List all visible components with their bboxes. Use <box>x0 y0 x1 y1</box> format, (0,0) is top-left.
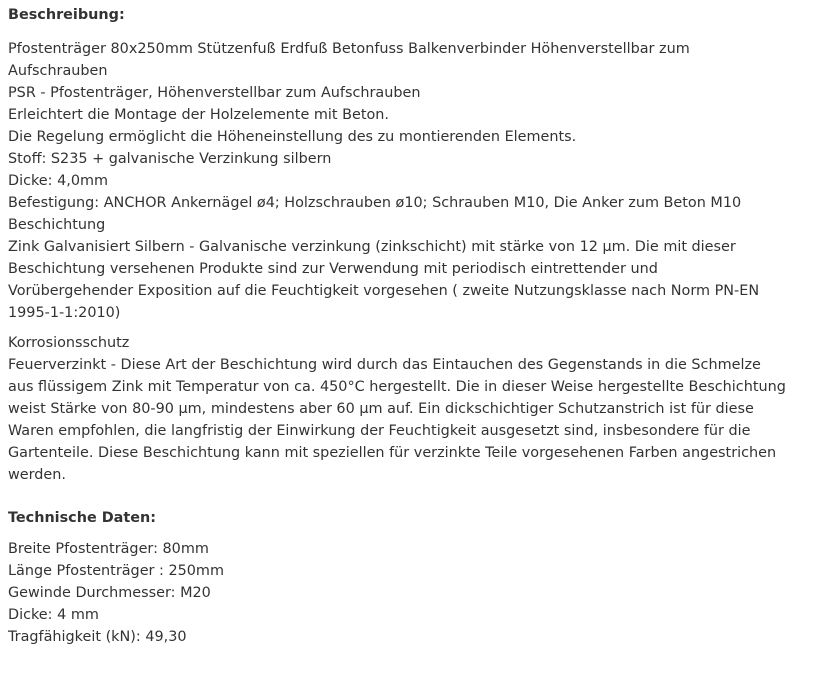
corrosion-line: aus flüssigem Zink mit Temperatur von ca. 450°C hergestellt. Die in dieser Weise hergestellte Beschichtung <box>8 379 786 395</box>
intro-line: Erleichtert die Montage der Holzelemente mit Beton. <box>8 107 389 123</box>
technical-line: Gewinde Durchmesser: M20 <box>8 585 211 601</box>
intro-line: Befestigung: ANCHOR Ankernägel ø4; Holzschrauben ø10; Schrauben M10, Die Anker zum Beton M10 <box>8 195 742 211</box>
intro-line: Stoff: S235 + galvanische Verzinkung silbern <box>8 151 332 167</box>
technical-data-list <box>8 538 812 648</box>
description-intro <box>8 38 812 214</box>
corrosion-line: weist Stärke von 80-90 µm, mindestens aber 60 µm auf. Ein dickschichtiger Schutzanstrich ist für diese <box>8 401 754 417</box>
coating-title: Beschichtung <box>8 217 106 233</box>
corrosion-line: werden. <box>8 467 66 483</box>
technical-line: Länge Pfostenträger : 250mm <box>8 563 224 579</box>
coating-line: Beschichtung versehenen Produkte sind zur Verwendung mit periodisch eintrettender und <box>8 261 658 277</box>
intro-line: Dicke: 4,0mm <box>8 173 109 189</box>
intro-line: PSR - Pfostenträger, Höhenverstellbar zum Aufschrauben <box>8 85 421 101</box>
corrosion-line: Waren empfohlen, die langfristig der Einwirkung der Feuchtigkeit ausgesetzt sind, insbesondere für die <box>8 423 751 439</box>
intro-line: Die Regelung ermöglicht die Höheneinstellung des zu montierenden Elements. <box>8 129 577 145</box>
technical-line: Tragfähigkeit (kN): 49,30 <box>8 629 187 645</box>
corrosion-line: Feuerverzinkt - Diese Art der Beschichtung wird durch das Eintauchen des Gegenstands in die Schmelze <box>8 357 761 373</box>
coating-line: Zink Galvanisiert Silbern - Galvanische verzinkung (zinkschicht) mit stärke von 12 µm. Die mit dieser <box>8 239 736 255</box>
technical-line: Breite Pfostenträger: 80mm <box>8 541 209 557</box>
technical-line: Dicke: 4 mm <box>8 607 99 623</box>
technical-heading: Technische Daten: <box>8 510 157 526</box>
corrosion-title: Korrosionsschutz <box>8 335 130 351</box>
corrosion-section <box>8 332 812 486</box>
intro-line: Aufschrauben <box>8 63 108 79</box>
coating-line: Vorübergehender Exposition auf die Feuchtigkeit vorgesehen ( zweite Nutzungsklasse nach Norm PN-EN <box>8 283 760 299</box>
coating-line: 1995-1-1:2010) <box>8 305 121 321</box>
description-heading: Beschreibung: <box>8 7 125 23</box>
corrosion-line: Gartenteile. Diese Beschichtung kann mit speziellen für verzinkte Teile vorgesehenen Farben angestrichen <box>8 445 777 461</box>
intro-line: Pfostenträger 80x250mm Stützenfuß Erdfuß Betonfuss Balkenverbinder Höhenverstellbar zum <box>8 41 690 57</box>
coating-section <box>8 214 812 324</box>
